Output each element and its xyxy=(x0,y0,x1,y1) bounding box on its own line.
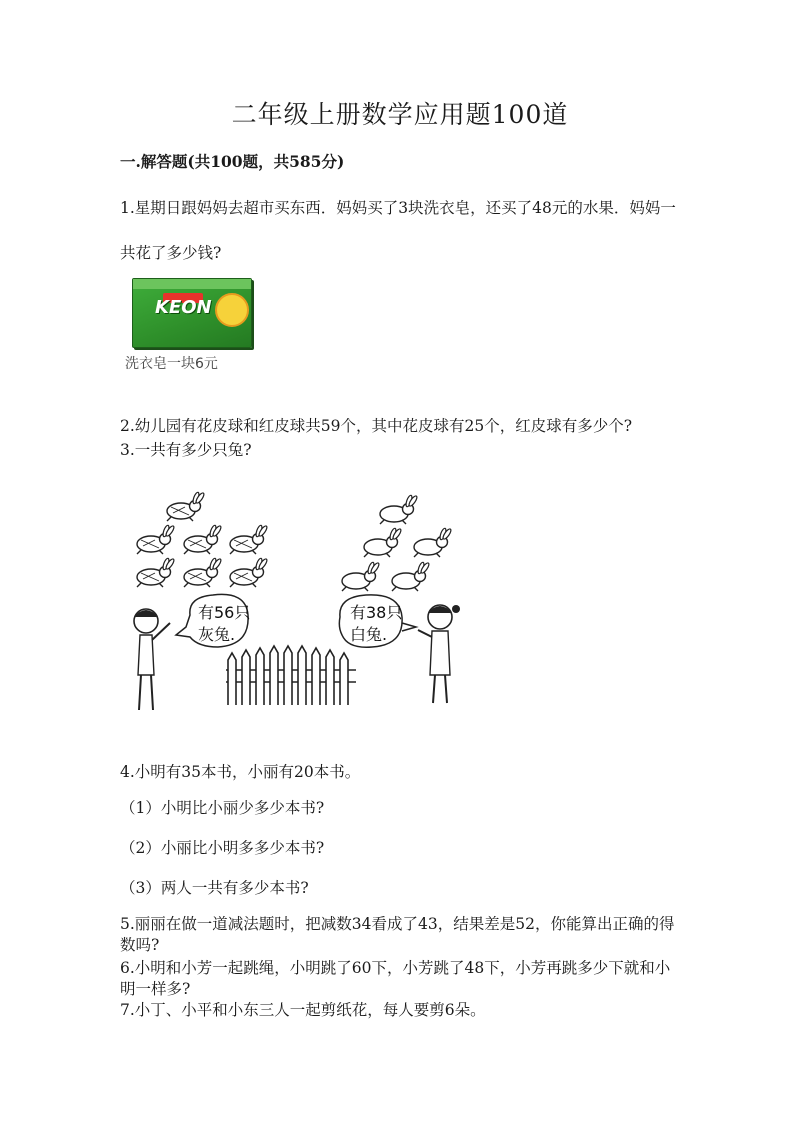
soap-box-image xyxy=(132,278,252,348)
boy-speech-line2: 灰兔. xyxy=(198,625,236,644)
soap-badge xyxy=(215,293,249,327)
girl-figure xyxy=(418,605,460,703)
question-1: 1.星期日跟妈妈去超市买东西．妈妈买了3块洗衣皂，还买了48元的水果．妈妈一共花了多少钱? xyxy=(120,199,676,262)
soap-figure xyxy=(122,273,262,383)
boy-speech-line1: 有56只 xyxy=(198,603,251,622)
rabbits-illustration xyxy=(118,485,488,720)
fence xyxy=(226,646,356,705)
question-4-sub-3: （3）两人一共有多少本书? xyxy=(120,879,309,897)
question-7: 7.小丁、小平和小东三人一起剪纸花，每人要剪6朵。 xyxy=(120,1001,486,1019)
page-title: 二年级上册数学应用题100道 xyxy=(231,100,569,129)
girl-speech-line1: 有38只 xyxy=(350,603,403,622)
question-4: 4.小明有35本书，小丽有20本书。 xyxy=(120,763,361,781)
question-5: 5.丽丽在做一道减法题时，把减数34看成了43，结果差是52，你能算出正确的得数吗? xyxy=(120,915,675,954)
question-2: 2.幼儿园有花皮球和红皮球共59个，其中花皮球有25个，红皮球有多少个? xyxy=(120,417,633,435)
section-heading: 一.解答题(共100题，共585分) xyxy=(120,152,345,171)
question-4-sub-2: （2）小丽比小明多多少本书? xyxy=(120,839,325,857)
boy-figure xyxy=(134,609,170,710)
question-6: 6.小明和小芳一起跳绳，小明跳了60下，小芳跳了48下，小芳再跳多少下就和小明一样多? xyxy=(120,959,671,998)
soap-logo-text: KEON xyxy=(155,297,212,318)
soap-caption: 洗衣皂一块6元 xyxy=(125,356,218,372)
soap-stripe xyxy=(133,279,251,289)
question-4-sub-1: （1）小明比小丽少多少本书? xyxy=(120,799,325,817)
girl-speech-line2: 白兔. xyxy=(350,625,388,644)
question-3: 3.一共有多少只兔? xyxy=(120,441,252,459)
